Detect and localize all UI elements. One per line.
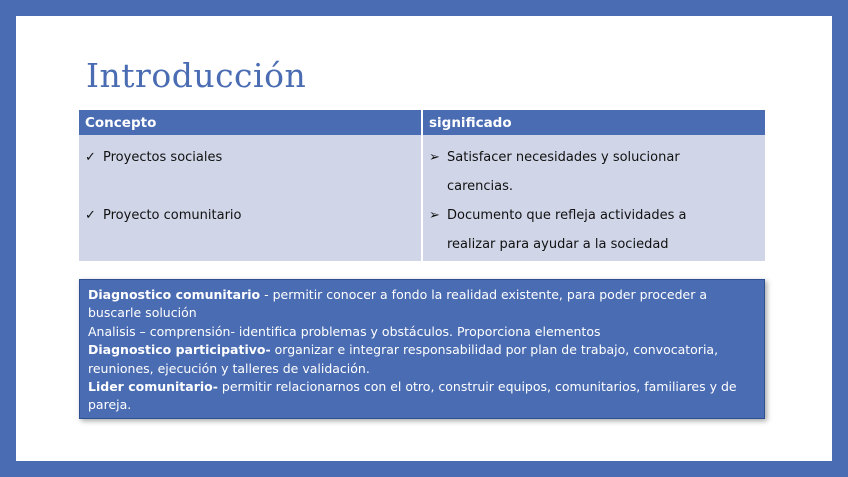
- slide-title: Introducción: [86, 56, 307, 95]
- info-box: [79, 279, 765, 419]
- meaning-item: [429, 143, 759, 201]
- info-text: Analisis – comprensión- identifica problemas y obstáculos. Proporciona elementos: [88, 323, 601, 339]
- check-icon: ✓: [85, 150, 96, 165]
- table-header-row: [79, 110, 765, 135]
- concept-item: [85, 143, 415, 172]
- arrow-bullet-icon: ➢: [429, 208, 440, 223]
- slide: [16, 16, 832, 461]
- info-text: permitir relacionarnos con el otro, construir equipos, comunitarios, familiares y de pareja.: [88, 379, 737, 413]
- info-paragraph-analisis: [88, 323, 756, 341]
- arrow-bullet-icon: ➢: [429, 150, 440, 165]
- meaning-item: [429, 201, 759, 259]
- info-term: Diagnostico participativo-: [88, 342, 271, 358]
- info-paragraph-diagnostico-comunitario: [88, 286, 756, 323]
- concept-item: [85, 201, 415, 230]
- info-text: - permitir conocer a fondo la realidad existente, para poder proceder a buscarle solución: [88, 287, 707, 321]
- concept-label: Proyecto comunitario: [103, 208, 242, 223]
- concept-label: Proyectos sociales: [103, 150, 223, 165]
- concept-cell: [79, 135, 422, 261]
- concept-table: [79, 110, 765, 261]
- meaning-cell: [422, 135, 765, 261]
- info-term: Diagnostico comunitario: [88, 287, 261, 302]
- table-row: [79, 135, 765, 261]
- meaning-text: Satisfacer necesidades y solucionar carencias.: [447, 150, 680, 194]
- info-term: Lider comunitario-: [88, 379, 218, 395]
- info-paragraph-lider-comunitario: [88, 378, 756, 415]
- header-significado: significado: [422, 110, 765, 135]
- check-icon: ✓: [85, 208, 96, 223]
- info-text: organizar e integrar responsabilidad por plan de trabajo, convocatoria, reuniones, ejecución y talleres de validación.: [88, 342, 719, 376]
- meaning-text: Documento que refleja actividades a realizar para ayudar a la sociedad: [447, 208, 687, 252]
- header-concepto: Concepto: [79, 110, 422, 135]
- info-paragraph-diagnostico-participativo: [88, 341, 756, 378]
